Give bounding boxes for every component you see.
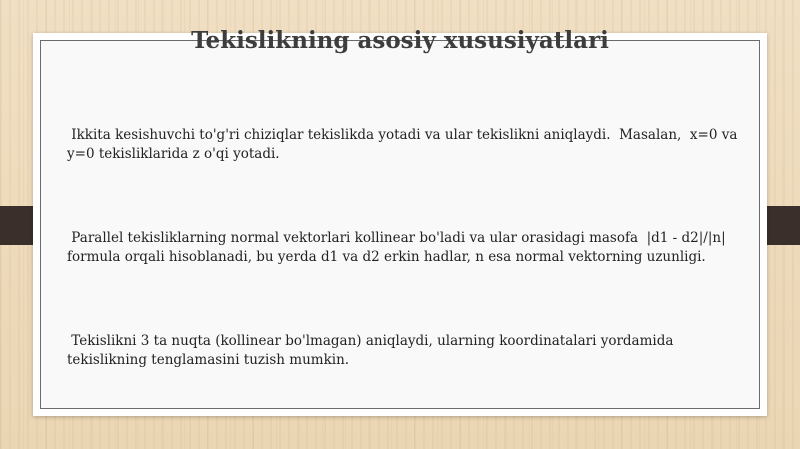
paragraph-1: Ikkita kesishuvchi to'g'ri chiziqlar tekislikda yotadi va ular tekislikni aniqlaydi. Masalan, x=0 va y=0 tekisliklarida z o'qi yotadi.: [67, 127, 742, 162]
paragraph-2: Parallel tekisliklarning normal vektorlari kollinear bo'ladi va ular orasidagi masofa |d1 - d2|/|n| formula orqali hisoblanadi, bu yerda d1 va d2 erkin hadlar, n esa normal vektorning uzunligi.: [67, 230, 730, 265]
paragraph-3: Tekislikni 3 ta nuqta (kollinear bo'lmagan) aniqlaydi, ularning koordinatalari yordamida tekislikning tenglamasini tuzish mumkin.: [67, 333, 678, 368]
slide-title: Tekislikning asosiy xususiyatlari: [191, 27, 609, 54]
